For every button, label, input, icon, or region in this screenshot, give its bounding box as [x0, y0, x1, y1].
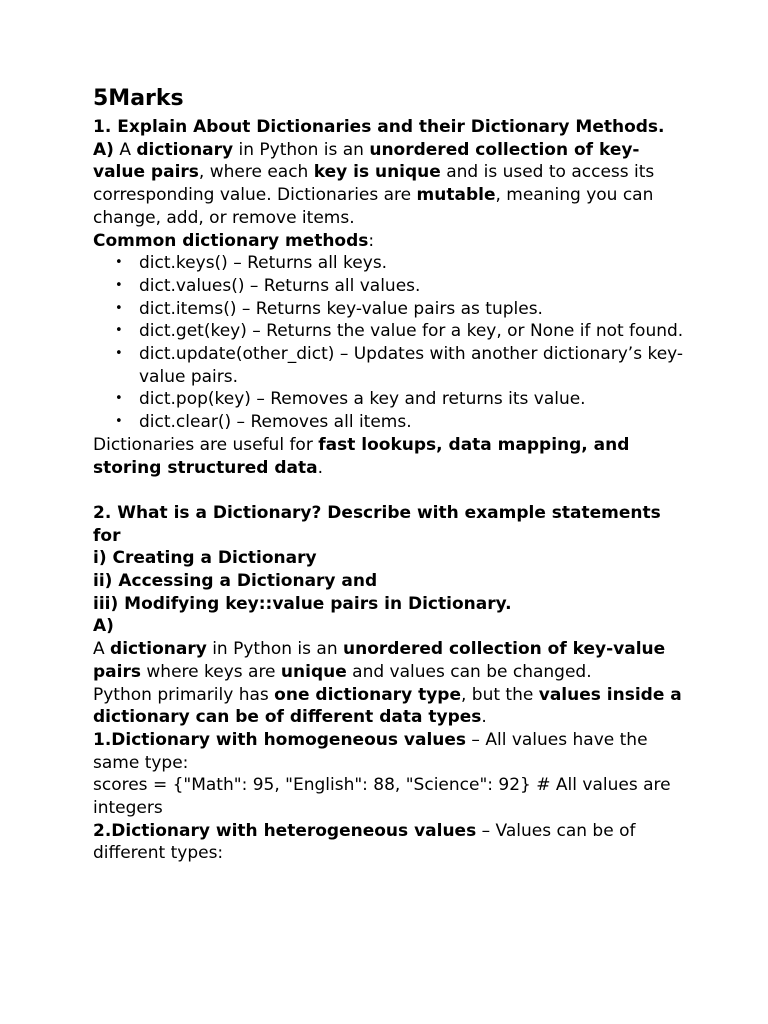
heterogeneous-item: 2.Dictionary with heterogeneous values – Values can be of different types:	[93, 820, 636, 864]
answer-1-closing: Dictionaries are useful for fast lookups, data mapping, and storing structured data.	[93, 434, 630, 478]
list-item: • dict.clear() – Removes all items.	[139, 411, 688, 434]
list-item: • dict.items() – Returns key-value pairs as tuples.	[139, 298, 688, 321]
list-item: • dict.get(key) – Returns the value for a key, or None if not found.	[139, 320, 688, 343]
list-item: • dict.values() – Returns all values.	[139, 275, 688, 298]
homogeneous-item: 1.Dictionary with homogeneous values – All values have the same type:	[93, 729, 648, 773]
paragraph-gap	[93, 479, 688, 502]
question-2-part-i: i) Creating a Dictionary	[93, 548, 317, 569]
answer-1-intro: A) A dictionary in Python is an unordered collection of key-value pairs, where each key is unique and is used to access its corresponding value. Dictionaries are mutable, meaning you can change, add, or remove items.	[93, 139, 655, 228]
question-1: 1. Explain About Dictionaries and their Dictionary Methods.	[93, 117, 665, 137]
answer-2-para-1: A dictionary in Python is an unordered collection of key-value pairs where keys are unique and values can be changed.	[93, 639, 666, 682]
methods-list	[93, 252, 688, 434]
question-2: 2. What is a Dictionary? Describe with example statements for	[93, 502, 661, 546]
answer-2-label: A)	[93, 616, 114, 637]
answer-label: A)	[93, 139, 114, 160]
question-2-part-ii: ii) Accessing a Dictionary and	[93, 571, 378, 592]
list-item: • dict.pop(key) – Removes a key and returns its value.	[139, 388, 688, 411]
answer-2-para-2: Python primarily has one dictionary type, but the values inside a dictionary can be of different data types.	[93, 684, 682, 728]
homogeneous-code: scores = {"Math": 95, "English": 88, "Science": 92} # All values are integers	[93, 775, 671, 819]
list-item: • dict.keys() – Returns all keys.	[139, 252, 688, 275]
question-2-part-iii: iii) Modifying key::value pairs in Dictionary.	[93, 593, 512, 614]
list-item: • dict.update(other_dict) – Updates with another dictionary’s key-value pairs.	[139, 343, 688, 388]
document-title: 5Marks	[93, 86, 184, 111]
methods-heading: Common dictionary methods:	[93, 230, 375, 251]
